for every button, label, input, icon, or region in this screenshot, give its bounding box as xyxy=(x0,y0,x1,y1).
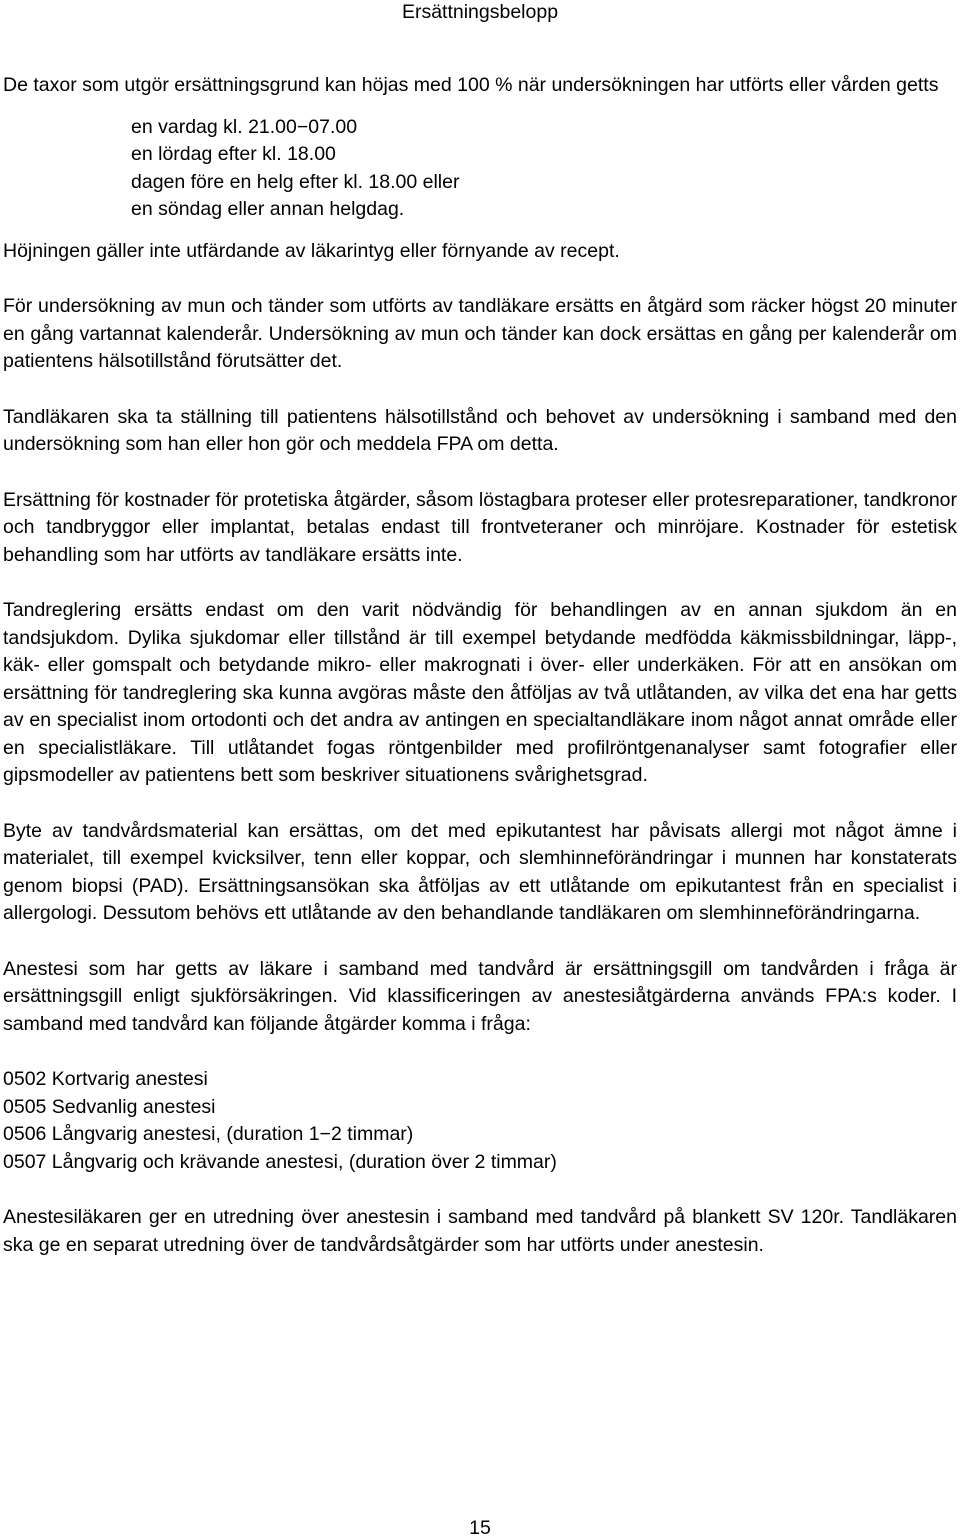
paragraph-health-assessment: Tandläkaren ska ta ställning till patientens hälsotillstånd och behovet av undersökning i samband med den undersökning som han eller hon gör och meddela FPA om detta. xyxy=(3,405,957,455)
list-item: en söndag eller annan helgdag. xyxy=(131,198,405,220)
paragraph-orthodontics: Tandreglering ersätts endast om den varit nödvändig för behandlingen av en annan sjukdom än en tandsjukdom. Dylika sjukdomar eller tillstånd är till exempel betydande medfödda käkmissbildningar, läpp-, käk- eller gomspalt och betydande mikro- eller makrognati i över- eller underkäken. För att en ansökan om ersättning för tandreglering ska kunna avgöras måste den åtföljas av två utlåtanden, av vilka det ena har getts av en specialist inom ortodonti och det andra av antingen en specialtandläkare inom något annat område eller en specialistläkare. Till utlåtandet fogas röntgenbilder med profilröntgenanalyser samt fotografier eller gipsmodeller av patientens bett som beskriver situationens svårighetsgrad. xyxy=(3,599,957,786)
code-item: 0505 Sedvanlig anestesi xyxy=(3,1095,216,1118)
paragraph-material-replacement: Byte av tandvårdsmaterial kan ersättas, om det med epikutantest har påvisats allergi mot något ämne i materialet, till exempel kvicksilver, tenn eller koppar, och slemhinneförändringar i munnen har konstaterats genom biopsi (PAD). Ersättningsansökan ska åtföljas av ett utlåtande om epikutantest från en specialist i allergologi. Dessutom behövs ett utlåtande av den behandlande tandläkaren om slemhinneförändringarna. xyxy=(3,819,957,924)
list-item: en lördag efter kl. 18.00 xyxy=(131,143,336,165)
time-conditions-list xyxy=(131,114,957,224)
intro-paragraph: De taxor som utgör ersättningsgrund kan höjas med 100 % när undersökningen har utförts eller vården getts xyxy=(3,74,939,96)
code-item: 0507 Långvarig och krävande anestesi, (duration över 2 timmar) xyxy=(3,1150,557,1173)
running-header: Ersättningsbelopp xyxy=(401,1,559,23)
anesthesia-codes-list xyxy=(3,1066,957,1176)
paragraph-anesthesia: Anestesi som har getts av läkare i samband med tandvård är ersättningsgill om tandvården i fråga är ersättningsgill enligt sjukförsäkringen. Vid klassificeringen av anestesiåtgärderna används FPA:s koder. I samband med tandvård kan följande åtgärder komma i fråga: xyxy=(3,957,957,1035)
paragraph-exclusion: Höjningen gäller inte utfärdande av läkarintyg eller förnyande av recept. xyxy=(3,239,620,262)
page-content xyxy=(3,72,957,1259)
page-number: 15 xyxy=(469,1517,491,1539)
list-item: dagen före en helg efter kl. 18.00 eller xyxy=(131,170,460,193)
code-item: 0502 Kortvarig anestesi xyxy=(3,1068,208,1090)
list-item: en vardag kl. 21.00−07.00 xyxy=(131,115,358,138)
paragraph-prosthetics: Ersättning för kostnader för protetiska åtgärder, såsom löstagbara proteser eller protesreparationer, tandkronor och tandbryggor eller implantat, betalas endast till frontveteraner och minröjare. Kostnader för estetisk behandling som har utförts av tandläkare ersätts inte. xyxy=(3,488,957,566)
paragraph-examination: För undersökning av mun och tänder som utförts av tandläkare ersätts en åtgärd som räcker högst 20 minuter en gång vartannat kalenderår. Undersökning av mun och tänder kan dock ersättas en gång per kalenderår om patientens hälsotillstånd förutsätter det. xyxy=(3,295,957,372)
code-item: 0506 Långvarig anestesi, (duration 1−2 timmar) xyxy=(3,1123,414,1145)
paragraph-anesthesia-report: Anestesiläkaren ger en utredning över anestesin i samband med tandvård på blankett SV 120r. Tandläkaren ska ge en separat utredning över de tandvårdsåtgärder som har utförts under anestesin. xyxy=(3,1206,957,1256)
